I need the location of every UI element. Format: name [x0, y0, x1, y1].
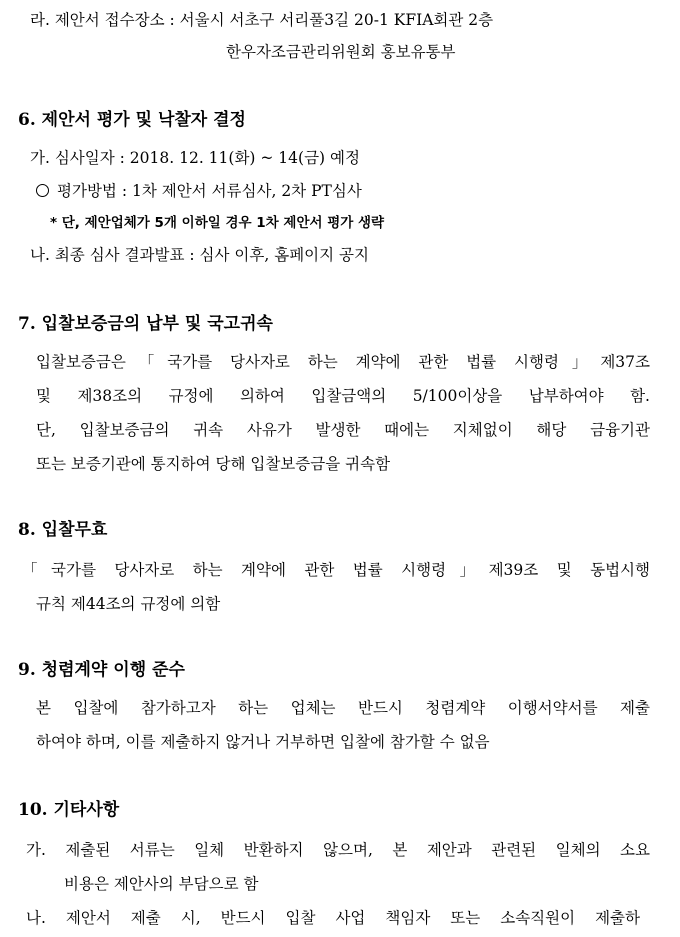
section-10-item-b-line-1: 나. 제안서 제출 시, 반드시 입찰 사업 책임자 또는 소속직원이 제출하	[26, 909, 640, 927]
section-9-line-1: 본 입찰에 참가하고자 하는 업체는 반드시 청렴계약 이행서약서를 제출	[36, 699, 650, 717]
section-6-title: 6. 제안서 평가 및 낙찰자 결정	[18, 110, 246, 130]
section-9-line-2: 하여야 하며, 이를 제출하지 않거나 거부하면 입찰에 참가할 수 없음	[36, 733, 490, 751]
eval-note: * 단, 제안업체가 5개 이하일 경우 1차 제안서 평가 생략	[50, 215, 385, 231]
section-7-line-2: 및 제38조의 규정에 의하여 입찰금액의 5/100이상을 납부하여야 함.	[36, 387, 650, 405]
eval-date-line: 가. 심사일자 : 2018. 12. 11(화) ~ 14(금) 예정	[30, 149, 360, 167]
section-7-line-1: 입찰보증금은「국가를 당사자로 하는 계약에 관한 법률 시행령」제37조	[36, 353, 650, 371]
section-8-line-2: 규칙 제44조의 규정에 의함	[36, 595, 221, 613]
circle-bullet-icon	[36, 184, 49, 197]
eval-method-text: 평가방법 : 1차 제안서 서류심사, 2차 PT심사	[57, 182, 362, 200]
submission-place-line-2: 한우자조금관리위원회 홍보유통부	[226, 43, 456, 61]
section-9-title: 9. 청렴계약 이행 준수	[18, 660, 185, 680]
section-7-line-3: 단, 입찰보증금의 귀속 사유가 발생한 때에는 지체없이 해당 금융기관	[36, 421, 650, 439]
section-10-item-a-line-1: 가. 제출된 서류는 일체 반환하지 않으며, 본 제안과 관련된 일체의 소요	[26, 841, 650, 859]
section-8-line-1: 「국가를 당사자로 하는 계약에 관한 법률 시행령」제39조 및 동법시행	[22, 561, 650, 579]
section-10-item-a-line-2: 비용은 제안사의 부담으로 함	[64, 875, 259, 893]
section-10-title: 10. 기타사항	[18, 800, 120, 820]
section-7-title: 7. 입찰보증금의 납부 및 국고귀속	[18, 314, 273, 334]
eval-method-line	[36, 181, 362, 201]
final-result-line: 나. 최종 심사 결과발표 : 심사 이후, 홈페이지 공지	[30, 246, 369, 264]
section-7-line-4: 또는 보증기관에 통지하여 당해 입찰보증금을 귀속함	[36, 455, 391, 473]
section-8-title: 8. 입찰무효	[18, 520, 108, 540]
submission-place-line: 라. 제안서 접수장소 : 서울시 서초구 서리풀3길 20-1 KFIA회관 2층	[30, 11, 494, 29]
